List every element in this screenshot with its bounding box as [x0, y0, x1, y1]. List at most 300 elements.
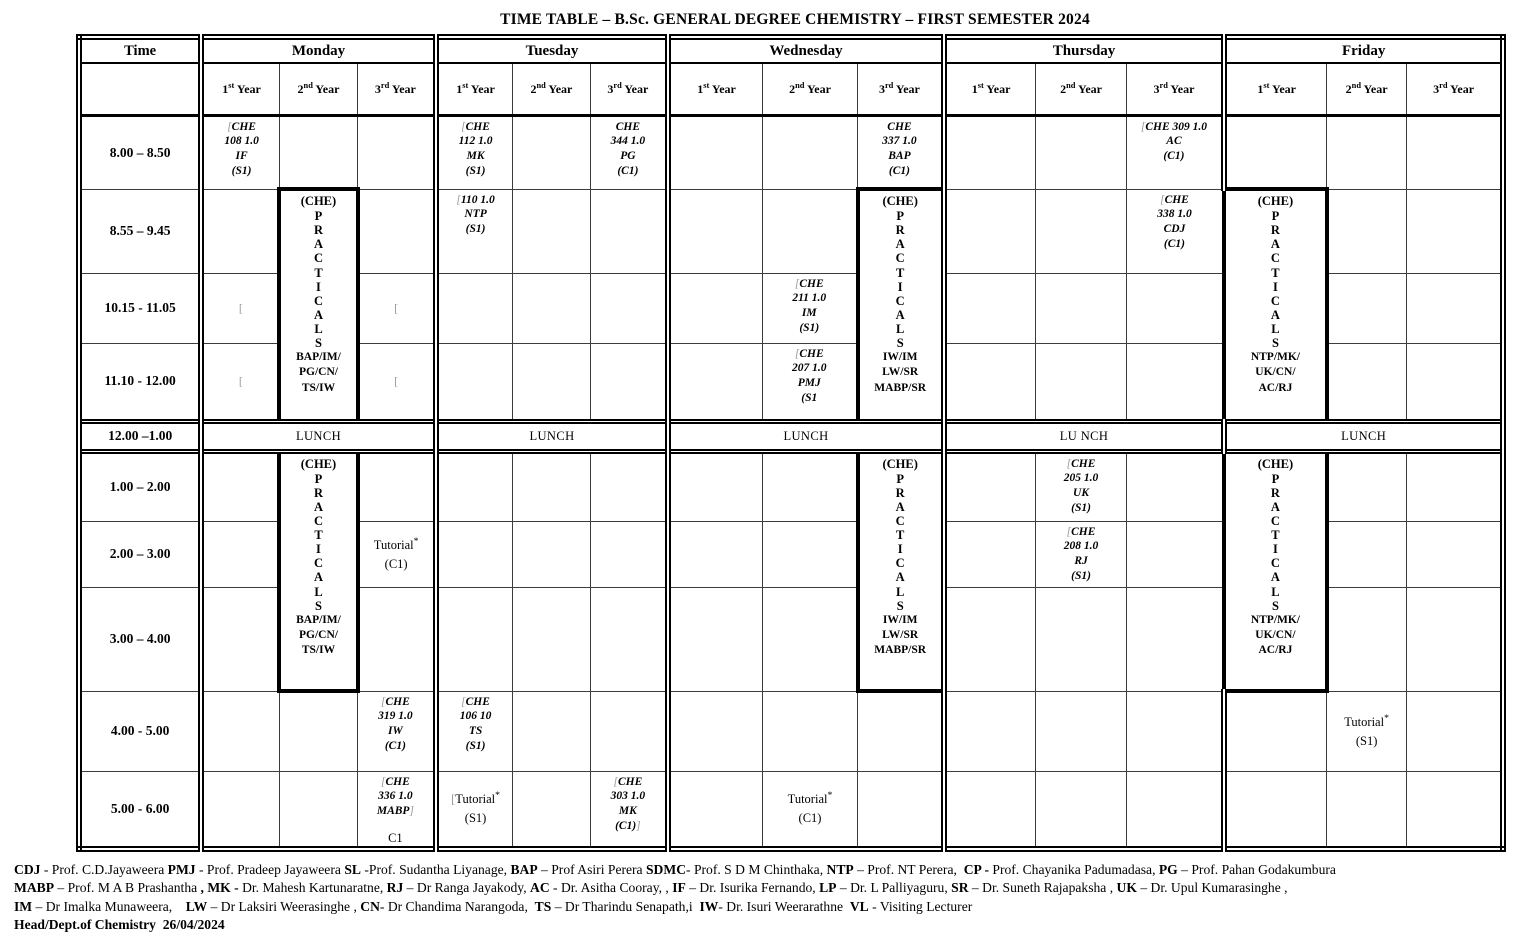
empty-cell [513, 587, 590, 691]
practicals-cell [279, 189, 357, 421]
practicals-letter: P [896, 471, 904, 486]
practicals-letter: P [1271, 471, 1280, 486]
practicals-letter: A [1270, 307, 1280, 322]
practicals-cell [279, 451, 357, 691]
empty-cell [1126, 273, 1224, 343]
cell-line: UK [1073, 486, 1090, 499]
lunch-cell: LUNCH [668, 421, 944, 451]
bracket-mark: [ [461, 695, 466, 708]
course-cell [358, 691, 436, 771]
legend-abbr: AC [530, 880, 550, 896]
empty-cell [1327, 451, 1407, 521]
cell-line: [CHE [381, 775, 410, 788]
legend [14, 861, 1528, 935]
practicals-letter: C [313, 513, 323, 528]
empty-cell [1407, 115, 1503, 189]
practicals-staff-line: UK/CN/ [1255, 366, 1296, 379]
cell-line: Tutorial* [373, 535, 419, 552]
practicals-letter: I [1272, 279, 1278, 294]
legend-abbr: LW [185, 898, 208, 914]
empty-cell [1327, 115, 1407, 189]
cell-line [204, 301, 277, 316]
cell-line: (S1) [1071, 501, 1091, 514]
empty-cell [668, 691, 762, 771]
time-row [79, 771, 1503, 849]
asterisk-mark: * [495, 790, 500, 802]
empty-cell [436, 343, 513, 421]
practicals-letter: L [314, 584, 323, 599]
bracket-mark: [ [381, 775, 386, 788]
cell-line: 319 1.0 [378, 710, 413, 723]
practicals-letter: P [1271, 209, 1280, 223]
legend-text: – Dr Ranga Jayakody, [403, 880, 530, 896]
lunch-cell: LUNCH [436, 421, 669, 451]
practicals-letter: S [896, 336, 904, 351]
empty-cell [1327, 521, 1407, 587]
legend-text: – Prof. Pahan Godakumbura [1177, 861, 1336, 877]
practicals-letter: R [895, 223, 905, 238]
practicals-letter: R [313, 223, 323, 238]
practicals-staff-line: BAP/IM/ [296, 613, 341, 626]
practicals-letter: C [313, 251, 323, 266]
practicals-staff-line: LW/SR [882, 366, 919, 379]
bracket-mark: [ [238, 373, 243, 388]
practicals-letter: P [314, 209, 323, 223]
ordinal-suffix: st [703, 80, 710, 90]
cell-line: NTP [464, 208, 487, 221]
cell-line: (S1) [1355, 733, 1378, 748]
practicals-letter: T [314, 265, 323, 280]
empty-cell [201, 587, 279, 691]
ordinal-suffix: st [228, 80, 235, 90]
empty-cell [1407, 451, 1503, 521]
empty-cell [762, 691, 857, 771]
cell-line: (C1) [798, 811, 822, 826]
year-header: 3rd Year [1126, 63, 1224, 115]
practicals-letter: S [315, 336, 322, 351]
cell-line: CHE [615, 120, 641, 133]
cell-line [204, 374, 277, 389]
time-label: 11.10 - 12.00 [79, 343, 201, 421]
practicals-staff-line: NTP/MK/ [1250, 351, 1301, 364]
empty-cell [762, 115, 857, 189]
bracket-mark: [ [456, 193, 461, 206]
empty-cell [1036, 343, 1126, 421]
day-header-wednesday: Wednesday [668, 37, 944, 63]
practicals-letter: T [314, 528, 323, 542]
empty-cell [1036, 115, 1126, 189]
legend-abbr: CN [360, 898, 380, 914]
timetable [76, 34, 1506, 852]
practicals-letter: A [1270, 499, 1280, 514]
bracket-mark: [ [794, 277, 800, 290]
cell-line: CHE [887, 120, 912, 133]
legend-abbr: IF [672, 880, 686, 896]
empty-cell [1036, 273, 1126, 343]
practicals-letter: A [313, 307, 323, 322]
cell-line: (C1) [617, 164, 639, 177]
cell-line: (C1)] [615, 819, 641, 832]
practicals-letter: I [897, 279, 903, 294]
legend-text: - Prof. Pradeep Jayaweera [195, 861, 345, 877]
legend-abbr: IM [14, 898, 33, 914]
ordinal-suffix: nd [536, 80, 546, 90]
practicals-letter: A [1270, 237, 1280, 252]
practicals-letter: C [1270, 556, 1280, 571]
practicals-letter: L [896, 584, 905, 599]
tutorial-cell [1327, 691, 1407, 771]
empty-cell [436, 273, 513, 343]
cell-line: [CHE [381, 695, 410, 708]
time-row [79, 189, 1503, 273]
cell-line: MABP] [376, 804, 414, 817]
empty-cell [590, 273, 668, 343]
empty-cell [1327, 587, 1407, 691]
empty-cell [1126, 587, 1224, 691]
course-cell [1126, 189, 1224, 273]
empty-cell [1224, 691, 1326, 771]
empty-cell [668, 273, 762, 343]
legend-text: Dr. Mahesh Kartunaratne, [242, 880, 387, 896]
practicals-staff-line: PG/CN/ [298, 628, 338, 641]
legend-abbr: IW [699, 898, 719, 914]
cell-line: CDJ [1163, 222, 1186, 235]
practicals-staff-line: IW/IM [882, 351, 918, 364]
empty-cell [590, 451, 668, 521]
time-label: 4.00 - 5.00 [79, 691, 201, 771]
empty-cell [944, 451, 1036, 521]
bracket-mark: [ [1066, 457, 1072, 470]
year-header: 3rd Year [358, 63, 436, 115]
practicals-letter: I [316, 542, 321, 557]
year-header: 3rd Year [590, 63, 668, 115]
year-header: 2nd Year [1327, 63, 1407, 115]
practicals-staff-line: AC/RJ [1258, 381, 1293, 394]
empty-cell [358, 451, 436, 521]
empty-cell [436, 587, 513, 691]
year-header: 3rd Year [1407, 63, 1503, 115]
header-row-days [79, 37, 1503, 63]
cell-line: Tutorial* [787, 790, 833, 807]
bracket-mark: ] [636, 819, 641, 832]
empty-cell [513, 451, 590, 521]
practicals-letter: C [1270, 251, 1280, 266]
empty-cell [762, 189, 857, 273]
legend-text: – Dr Imalka Munaweera, [32, 898, 186, 914]
cell-line: 106 10 [459, 710, 492, 723]
legend-abbr: , MK - [200, 880, 243, 896]
legend-abbr: LP [819, 880, 837, 896]
legend-text: - Prof. C.D.Jayaweera [40, 861, 168, 877]
ordinal-suffix: st [977, 80, 984, 90]
cell-line: RJ [1074, 554, 1088, 567]
empty-cell [590, 343, 668, 421]
legend-abbr: BAP [510, 861, 538, 877]
practicals-staff-line: PG/CN/ [298, 366, 338, 379]
empty-cell [1327, 343, 1407, 421]
asterisk-mark: * [413, 535, 419, 547]
cell-line: IW [388, 724, 403, 737]
bracket-mark: [ [227, 120, 232, 133]
cell-line: PMJ [797, 376, 821, 389]
asterisk-mark: * [827, 790, 833, 802]
practicals-staff-line: AC/RJ [1258, 644, 1293, 657]
empty-cell [762, 451, 857, 521]
legend-text: -Prof. Sudantha Liyanage, [360, 861, 511, 877]
empty-cell [1407, 587, 1503, 691]
asterisk-mark: * [1384, 712, 1389, 724]
legend-abbr: MABP [14, 880, 55, 896]
practicals-letter: S [896, 598, 904, 613]
practicals-cell [1224, 451, 1326, 691]
practicals-cell [858, 451, 944, 691]
practicals-letter: S [1271, 598, 1279, 613]
legend-abbr: CDJ [14, 861, 41, 877]
bracket-mark: [ [1140, 120, 1146, 133]
legend-text: – Prof. M A B Prashantha [54, 880, 201, 896]
ordinal-suffix: rd [1439, 80, 1448, 90]
time-label: 12.00 –1.00 [79, 421, 201, 451]
cell-line: [CHE [461, 120, 490, 133]
cell-line: 337 1.0 [882, 135, 917, 148]
cell-line: [CHE [461, 695, 490, 708]
practicals-letter: T [1271, 265, 1280, 280]
course-cell [1126, 115, 1224, 189]
empty-cell [668, 587, 762, 691]
cell-line: 207 1.0 [792, 362, 827, 375]
cell-line: IM [801, 306, 817, 319]
day-header-tuesday: Tuesday [436, 37, 669, 63]
empty-cell [1126, 451, 1224, 521]
bracket-mark: [ [1160, 193, 1165, 206]
cell-line: (S1) [465, 222, 486, 235]
practicals-letter: P [314, 471, 323, 486]
empty-cell [513, 771, 590, 849]
legend-abbr: SL [344, 861, 361, 877]
practicals-letter: I [316, 279, 321, 294]
legend-text: – Dr Laksiri Weerasinghe , [207, 898, 361, 914]
practicals-letter: L [1271, 584, 1280, 599]
empty-cell [1327, 189, 1407, 273]
legend-abbr: TS [534, 898, 552, 914]
legend-abbr: VL [849, 898, 869, 914]
bracket-cell [201, 343, 279, 421]
empty-cell [944, 771, 1036, 849]
empty-cell [1036, 587, 1126, 691]
tutorial-cell [358, 521, 436, 587]
practicals-letter: P [896, 209, 904, 223]
cell-line: (S1) [465, 164, 486, 177]
course-cell [358, 771, 436, 849]
empty-cell [1036, 771, 1126, 849]
day-header-monday: Monday [201, 37, 435, 63]
course-cell [858, 115, 944, 189]
time-label: 8.00 – 8.50 [79, 115, 201, 189]
practicals-letter: R [1270, 485, 1280, 500]
cell-line: 211 1.0 [792, 292, 827, 305]
practicals-letter: T [1271, 528, 1280, 542]
year-header: 2nd Year [513, 63, 590, 115]
cell-line: 205 1.0 [1063, 472, 1099, 485]
ordinal-suffix: rd [884, 80, 894, 90]
practicals-cell [1224, 189, 1326, 421]
empty-cell [762, 587, 857, 691]
empty-cell [668, 343, 762, 421]
practicals-heading: (CHE) [882, 456, 918, 471]
ordinal-suffix: rd [613, 80, 622, 90]
cell-line: [Tutorial* [451, 790, 500, 807]
time-label: 1.00 – 2.00 [79, 451, 201, 521]
practicals-letter: A [313, 570, 323, 585]
legend-text: – Dr Tharindu Senapath,i [551, 898, 700, 914]
empty-cell [1407, 343, 1503, 421]
course-cell [762, 273, 857, 343]
practicals-letter: A [313, 499, 323, 514]
empty-cell [201, 521, 279, 587]
empty-cell [668, 521, 762, 587]
legend-text: – Prof. NT Perera, [853, 861, 964, 877]
empty-cell [590, 691, 668, 771]
practicals-letter: C [895, 293, 905, 308]
empty-cell [1224, 771, 1326, 849]
empty-cell [201, 691, 279, 771]
cell-line: PG [620, 149, 636, 162]
practicals-letter: R [895, 485, 905, 500]
empty-cell [1407, 273, 1503, 343]
practicals-heading: (CHE) [1257, 456, 1294, 471]
practicals-heading: (CHE) [1257, 194, 1294, 208]
empty-cell [944, 273, 1036, 343]
legend-text: - Dr. Isuri Weerarathne [718, 898, 850, 914]
legend-abbr: NTP [826, 861, 854, 877]
practicals-letter: R [1270, 223, 1280, 238]
bracket-mark: [ [794, 347, 800, 360]
cell-line: 208 1.0 [1063, 540, 1099, 553]
course-cell [436, 189, 513, 273]
course-cell [590, 771, 668, 849]
cell-line: (S1) [465, 739, 486, 752]
time-column-header: Time [79, 37, 201, 63]
cell-line: [CHE [1066, 457, 1096, 470]
legend-text: - Visiting Lecturer [868, 898, 973, 914]
legend-abbr: SR [951, 880, 969, 896]
empty-cell [944, 189, 1036, 273]
practicals-letter: C [895, 251, 905, 266]
practicals-letter: I [897, 542, 903, 557]
empty-cell [513, 343, 590, 421]
empty-cell [436, 521, 513, 587]
practicals-letter: L [314, 322, 323, 336]
bracket-mark: [ [394, 373, 399, 388]
cell-line: (C1) [384, 739, 406, 752]
legend-text: Prof. Chayanika Padumadasa, [992, 861, 1159, 877]
bracket-mark: [ [461, 120, 466, 133]
course-cell [762, 343, 857, 421]
cell-line: [CHE [1160, 193, 1189, 206]
empty-cell [1407, 771, 1503, 849]
empty-cell [944, 587, 1036, 691]
time-row [79, 451, 1503, 521]
cell-line: 344 1.0 [610, 135, 646, 148]
course-cell [201, 115, 279, 189]
year-header: 1st Year [1224, 63, 1326, 115]
ordinal-suffix: nd [1351, 80, 1361, 90]
bracket-mark: [ [451, 792, 456, 807]
empty-cell [668, 771, 762, 849]
practicals-letter: I [1272, 542, 1278, 557]
empty-cell [858, 691, 944, 771]
empty-cell [762, 521, 857, 587]
cell-line: (S1) [799, 321, 820, 334]
cell-line: [CHE [613, 775, 643, 788]
day-header-friday: Friday [1224, 37, 1503, 63]
practicals-letter: A [895, 499, 905, 514]
practicals-heading: (CHE) [300, 456, 337, 471]
cell-line [360, 374, 433, 389]
bracket-mark: [ [381, 695, 386, 708]
legend-text: - Dr. Asitha Cooray, , [549, 880, 673, 896]
bracket-cell [358, 273, 436, 343]
cell-line: TS [468, 724, 483, 737]
practicals-letter: A [895, 570, 905, 585]
course-cell [590, 115, 668, 189]
legend-text: - Dr Chandima Narangoda, [379, 898, 535, 914]
cell-line: [110 1.0 [456, 193, 495, 206]
cell-line: 303 1.0 [610, 790, 646, 803]
cell-line: (C1) [1163, 237, 1186, 250]
year-header: 3rd Year [858, 63, 944, 115]
cell-line: (C1) [1163, 149, 1185, 162]
practicals-staff-line: LW/SR [882, 628, 919, 641]
time-row [79, 691, 1503, 771]
practicals-staff-line: NTP/MK/ [1250, 613, 1301, 626]
year-header: 2nd Year [1036, 63, 1126, 115]
empty-cell [1407, 189, 1503, 273]
empty-cell [358, 115, 436, 189]
legend-text: – Dr. Suneth Rajapaksha , [968, 880, 1117, 896]
practicals-heading: (CHE) [882, 194, 918, 208]
cell-line: 108 1.0 [224, 135, 259, 148]
practicals-staff-line: BAP/IM/ [296, 351, 341, 364]
bracket-cell [358, 343, 436, 421]
cell-line: [CHE [227, 120, 256, 133]
legend-abbr: UK [1116, 880, 1137, 896]
cell-line: (C1) [888, 164, 910, 177]
practicals-letter: C [1270, 293, 1280, 308]
practicals-staff-line: TS/IW [301, 644, 336, 657]
ordinal-suffix: st [1263, 80, 1270, 90]
cell-line: BAP [888, 149, 911, 162]
time-label: 5.00 - 6.00 [79, 771, 201, 849]
empty-cell [1327, 771, 1407, 849]
ordinal-suffix: nd [303, 80, 313, 90]
cell-line: (S1) [231, 164, 252, 177]
empty-cell [201, 451, 279, 521]
practicals-letter: C [1270, 513, 1280, 528]
cell-line: 338 1.0 [1157, 208, 1192, 221]
tutorial-cell [762, 771, 857, 849]
cell-line: (C1) [384, 556, 408, 571]
year-header: 2nd Year [279, 63, 357, 115]
practicals-staff-line: IW/IM [882, 613, 918, 626]
time-label: 10.15 - 11.05 [79, 273, 201, 343]
year-header: 1st Year [668, 63, 762, 115]
time-row [79, 421, 1503, 451]
bracket-mark: [ [1066, 525, 1072, 538]
cell-line: MK [618, 804, 637, 817]
year-header: 1st Year [944, 63, 1036, 115]
cell-line: [CHE [1066, 525, 1096, 538]
